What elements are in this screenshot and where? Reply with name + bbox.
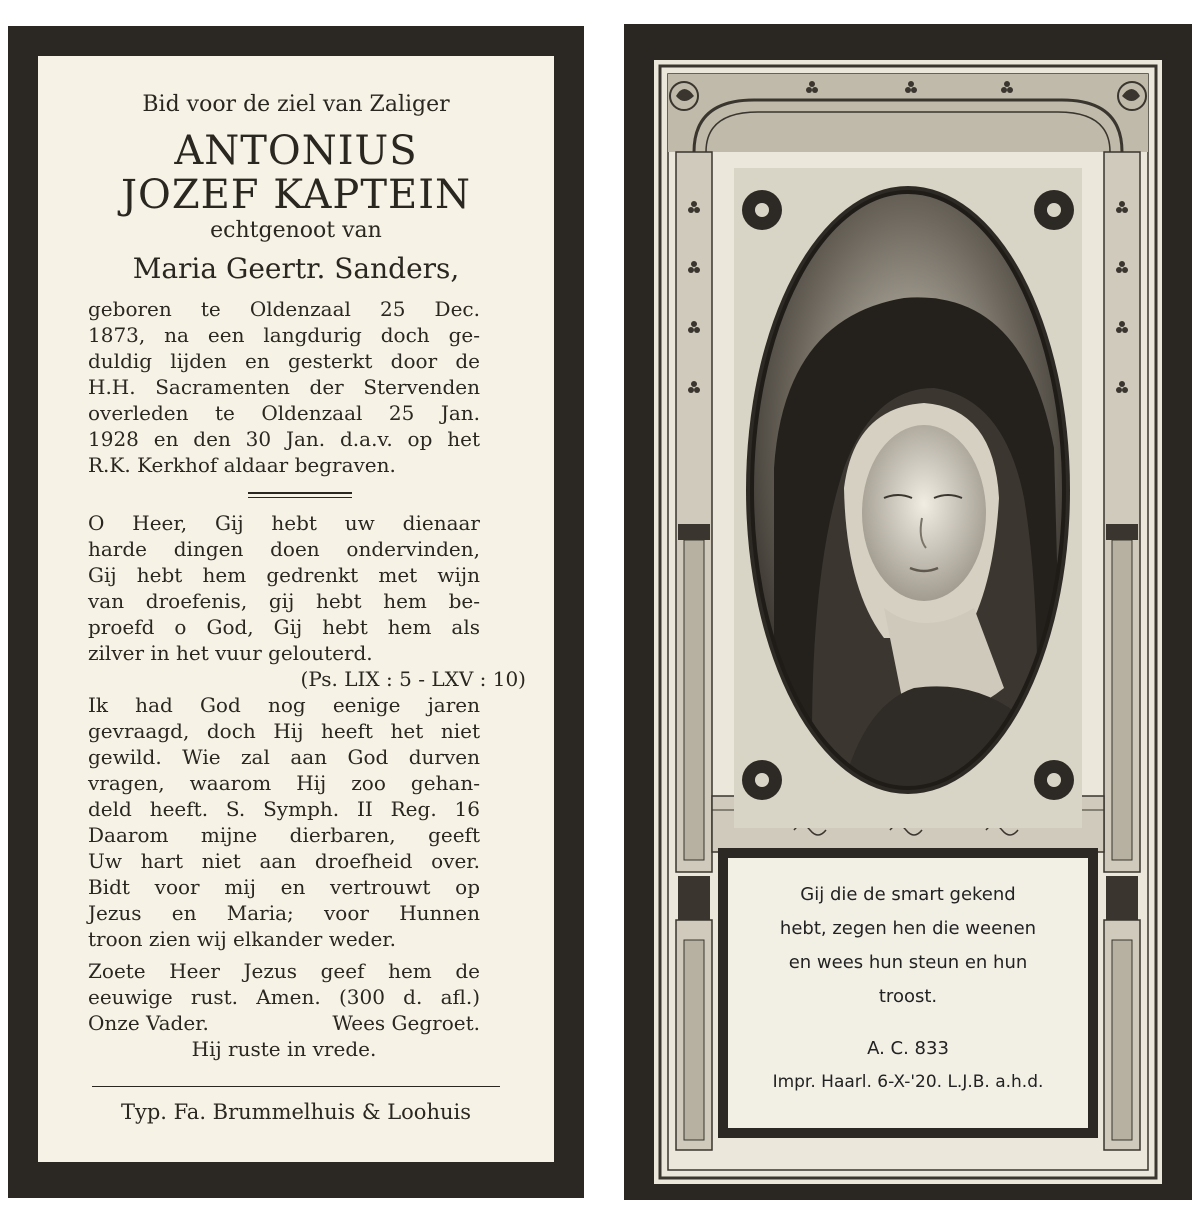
rest-in-peace: Hij ruste in vrede. <box>191 1037 377 1061</box>
prayer-line: eeuwige rust. Amen. (300 d. afl.) <box>88 985 480 1009</box>
prayer-line: O Heer, Gij hebt uw dienaar <box>88 511 480 535</box>
prayer-line: Zoete Heer Jezus geef hem de <box>88 959 480 983</box>
prayer-line: gevraagd, doch Hij heeft het niet <box>88 719 480 743</box>
memorial-card-back <box>624 24 1192 1200</box>
deceased-first-name: ANTONIUS <box>174 128 418 174</box>
bio-line: geboren te Oldenzaal 25 Dec. <box>88 297 480 321</box>
prayer-line: Uw hart niet aan droefheid over. <box>88 849 480 873</box>
prayer-line: Daarom mijne dierbaren, geeft <box>88 823 480 847</box>
closing-hail-mary: Wees Gegroet. <box>332 1011 480 1035</box>
psalm-reference: (Ps. LIX : 5 - LXV : 10) <box>300 667 526 691</box>
footer-divider <box>92 1086 500 1087</box>
printer-credit: Typ. Fa. Brummelhuis & Loohuis <box>120 1100 471 1124</box>
ornament-divider <box>248 497 352 498</box>
ornament-divider <box>248 492 352 494</box>
prayer-line: proefd o God, Gij hebt hem als <box>88 615 480 639</box>
prayer-line: van droefenis, gij hebt hem be- <box>88 589 480 613</box>
verse-line: troost. <box>878 986 938 1007</box>
bio-line: 1928 en den 30 Jan. d.a.v. op het <box>88 427 480 451</box>
intro-text: Bid voor de ziel van Zaliger <box>142 92 450 117</box>
approval-code: A. C. 833 <box>867 1038 949 1059</box>
closing-our-father: Onze Vader. <box>88 1011 209 1035</box>
prayer-line: Bidt voor mij en vertrouwt op <box>88 875 480 899</box>
bio-line: H.H. Sacramenten der Stervenden <box>88 375 480 399</box>
verse-line: hebt, zegen hen die weenen <box>779 918 1037 939</box>
imprint-text: Impr. Haarl. 6-X-'20. L.J.B. a.h.d. <box>772 1072 1044 1092</box>
portrait-panel <box>734 168 1082 828</box>
verse-plaque <box>718 848 1098 1138</box>
spouse-name: Maria Geertr. Sanders, <box>132 252 460 285</box>
madonna-portrait <box>734 168 1082 828</box>
closing-prayers <box>88 1010 480 1036</box>
spouse-intro: echtgenoot van <box>210 218 382 243</box>
prayer-line: Gij hebt hem gedrenkt met wijn <box>88 563 480 587</box>
prayer-line: troon zien wij elkander weder. <box>88 927 397 951</box>
prayer-line: harde dingen doen ondervinden, <box>88 537 480 561</box>
prayer-line: Ik had God nog eenige jaren <box>88 693 480 717</box>
verse-line: Gij die de smart gekend <box>800 884 1016 905</box>
prayer-line: gewild. Wie zal aan God durven <box>88 745 480 769</box>
verse-plaque-inner <box>728 858 1088 1128</box>
prayer-line: vragen, waarom Hij zoo gehan- <box>88 771 480 795</box>
bio-line: overleden te Oldenzaal 25 Jan. <box>88 401 480 425</box>
bio-line: duldig lijden en gesterkt door de <box>88 349 480 373</box>
prayer-line: zilver in het vuur gelouterd. <box>88 641 373 665</box>
prayer-line: deld heeft. S. Symph. II Reg. 16 <box>88 797 480 821</box>
bio-line: 1873, na een langdurig doch ge- <box>88 323 480 347</box>
card-text <box>8 26 584 1198</box>
prayer-line: Jezus en Maria; voor Hunnen <box>88 901 480 925</box>
deceased-last-name: JOZEF KAPTEIN <box>120 172 472 218</box>
verse-line: en wees hun steun en hun <box>788 952 1028 973</box>
bio-line: R.K. Kerkhof aldaar begraven. <box>88 453 396 477</box>
